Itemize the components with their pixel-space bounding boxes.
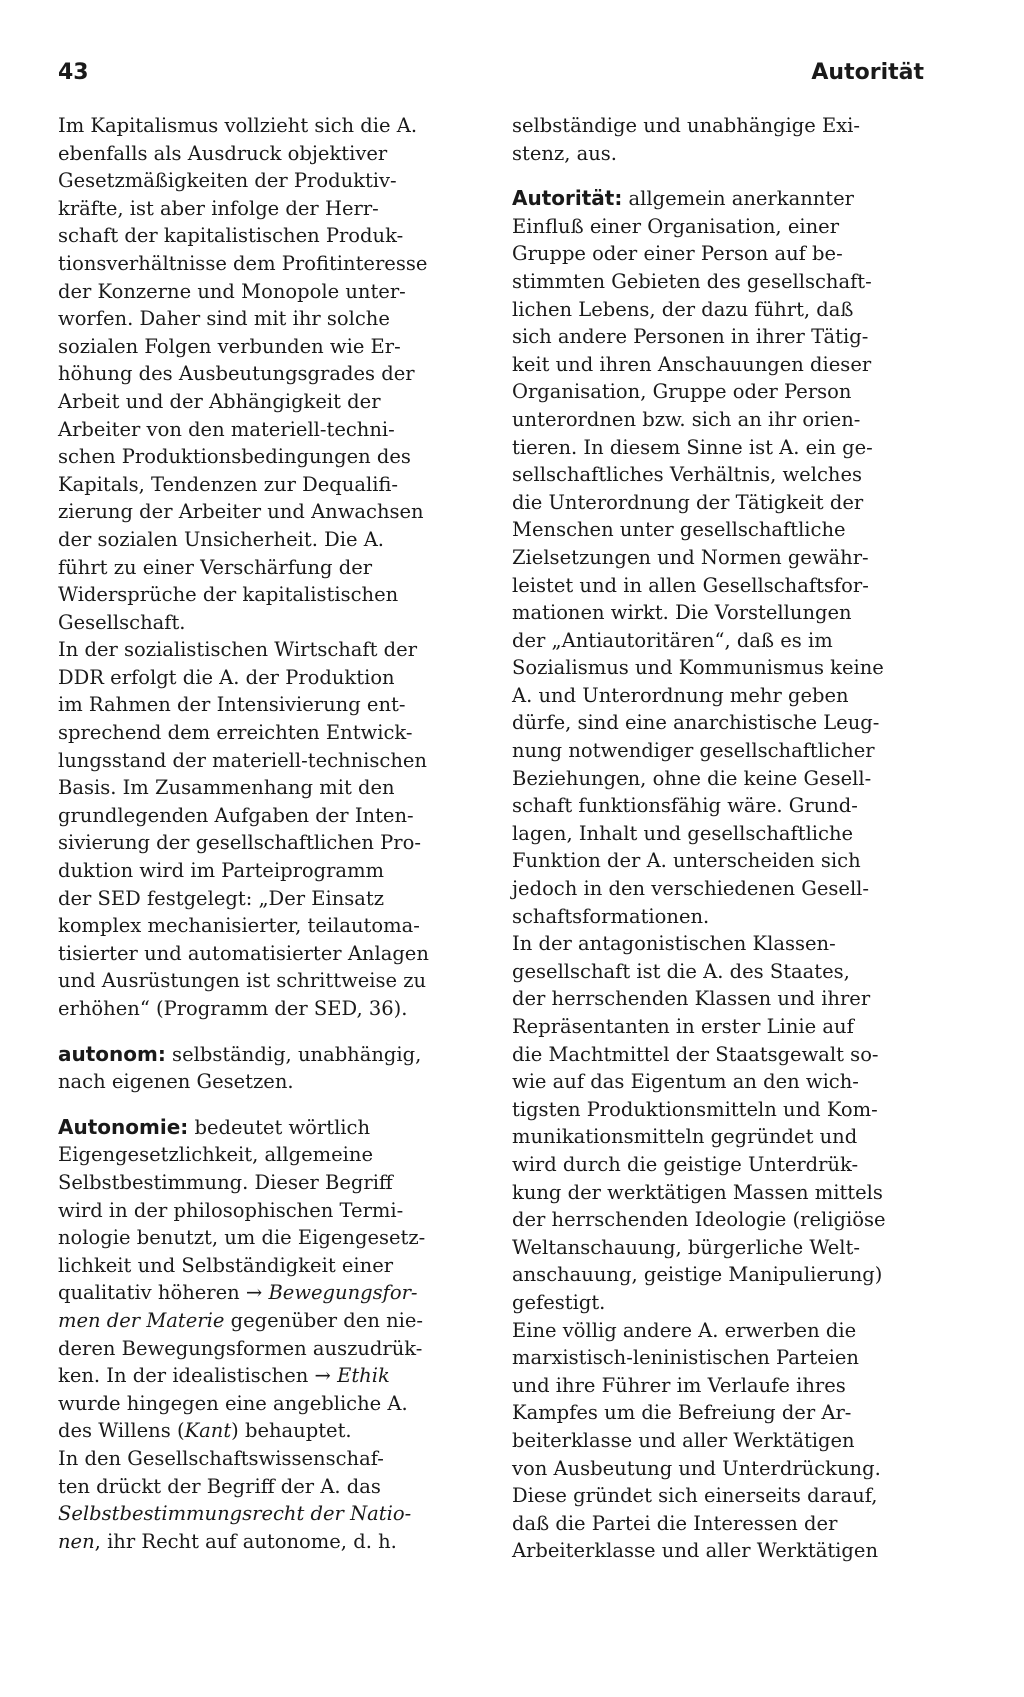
text-line: sellschaftliches Verhältnis, welches (512, 463, 862, 487)
entry-autonom (58, 1041, 468, 1096)
text-line: Eigengesetzlichkeit, allgemeine (58, 1143, 373, 1167)
text-line: die Machtmittel der Staatsgewalt so- (512, 1042, 879, 1066)
text-line: Im Kapitalismus vollzieht sich die A. (58, 114, 418, 137)
text-line: Repräsentanten in erster Linie auf (512, 1015, 854, 1038)
lemma-autonom: autonom: (58, 1041, 166, 1066)
text-line: tieren. In diesem Sinne ist A. ein ge- (512, 435, 873, 459)
text-line: führt zu einer Verschärfung der (58, 555, 373, 579)
text-line: gesellschaft ist die A. des Staates, (512, 959, 850, 983)
text-line: Menschen unter gesellschaftliche (512, 518, 846, 542)
text-line: Weltanschauung, bürgerliche Welt- (512, 1235, 860, 1259)
text-line: der Konzerne und Monopole unter- (58, 279, 406, 303)
text-line: sich andere Personen in ihrer Tätig- (512, 325, 869, 349)
text-line: der herrschenden Klassen und ihrer (512, 987, 871, 1011)
text-line: tigsten Produktionsmitteln und Kom- (512, 1097, 878, 1121)
text-line: Beziehungen, ohne die keine Gesell- (512, 766, 872, 790)
entry-autonomie (58, 1114, 468, 1445)
text-line: bedeutet wörtlich (188, 1115, 371, 1139)
text-line: unterordnen bzw. sich an ihr orien- (512, 407, 861, 431)
text-line: höhung des Ausbeutungsgrades der (58, 362, 415, 386)
text-line: duktion wird im Parteiprogramm (58, 859, 385, 883)
lemma-autonomie: Autonomie: (58, 1114, 189, 1139)
text-line: Selbstbestimmung. Dieser Begriff (58, 1170, 393, 1194)
text-line: lagen, Inhalt und gesellschaftliche (512, 821, 854, 845)
text-line: Funktion der A. unterscheiden sich (512, 849, 861, 873)
text-line: Organisation, Gruppe oder Person (512, 380, 852, 404)
text-line: In der antagonistischen Klassen- (512, 932, 836, 956)
text-line: Gesellschaft. (58, 610, 186, 634)
text-line: der herrschenden Ideologie (religiöse (512, 1208, 886, 1232)
text-line: Gesetzmäßigkeiten der Produktiv- (58, 169, 397, 193)
text-line: beiterklasse und aller Werktätigen (512, 1428, 855, 1452)
text-line: Arbeit und der Abhängigkeit der (58, 389, 381, 413)
text-line: ken. In der idealistischen → (58, 1364, 338, 1388)
text-line: grundlegenden Aufgaben der Inten- (58, 803, 414, 827)
text-line: Sozialismus und Kommunismus keine (512, 656, 884, 680)
text-line: der „Antiautoritären“, daß es im (512, 628, 833, 652)
text-line: wie auf das Eigentum an den wich- (512, 1070, 859, 1094)
right-column (512, 112, 922, 1565)
text-line: allgemein anerkannter (622, 187, 855, 211)
text-line: Einfluß einer Organisation, einer (512, 214, 840, 238)
text-line: Eine völlig andere A. erwerben die (512, 1318, 857, 1342)
text-line: mationen wirkt. Die Vorstellungen (512, 601, 852, 625)
text-line: tisierter und automatisierter Anlagen (58, 941, 429, 965)
text-line: erhöhen“ (Programm der SED, 36). (58, 997, 408, 1020)
text-line: lungsstand der materiell-technischen (58, 748, 427, 772)
text-line: der sozialen Unsicherheit. Die A. (58, 527, 384, 551)
text-line: von Ausbeutung und Unterdrückung. (512, 1456, 881, 1480)
text-line: schaft funktionsfähig wäre. Grund- (512, 794, 858, 818)
text-line: Gruppe oder einer Person auf be- (512, 242, 843, 266)
text-line: wird durch die geistige Unterdrük- (512, 1152, 859, 1176)
text-line: Basis. Im Zusammenhang mit den (58, 776, 395, 800)
text-line: schaftsformationen. (512, 904, 710, 928)
text-line: keit und ihren Anschauungen dieser (512, 352, 872, 376)
text-line: Zielsetzungen und Normen gewähr- (512, 545, 869, 569)
text-line: des Willens ( (58, 1419, 185, 1443)
text-line: leistet und in allen Gesellschaftsfor- (512, 573, 869, 597)
text-line: anschauung, geistige Manipulierung) (512, 1263, 883, 1287)
text-line: gegenüber den nie- (224, 1308, 424, 1332)
text-line: stimmten Gebieten des gesellschaft- (512, 269, 872, 293)
paragraph-antagonistisch (512, 930, 922, 1316)
text-line: Widersprüche der kapitalistischen (58, 583, 399, 607)
left-column (58, 112, 468, 1555)
text-line: Arbeiter von den materiell-techni- (58, 417, 395, 441)
running-head: Autorität (811, 60, 924, 85)
text-line: kung der werktätigen Massen mittels (512, 1180, 883, 1204)
text-line: A. und Unterordnung mehr geben (512, 683, 849, 707)
text-line: sprechend dem erreichten Entwick- (58, 721, 413, 745)
text-line: und Ausrüstungen ist schrittweise zu (58, 969, 427, 993)
paragraph-continuation (512, 112, 922, 167)
paragraph-sozialismus (58, 636, 468, 1022)
text-line: wird in der philosophischen Termi- (58, 1198, 404, 1222)
text-line: ten drückt der Begriff der A. das (58, 1474, 381, 1498)
text-line: nach eigenen Gesetzen. (58, 1070, 294, 1094)
paragraph-marxistisch (512, 1317, 922, 1565)
entry-autoritaet (512, 185, 922, 930)
text-line: nung notwendiger gesellschaftlicher (512, 739, 875, 763)
cross-reference: Ethik (337, 1364, 390, 1388)
paragraph-gesellschaftswissenschaften (58, 1445, 468, 1555)
paragraph-kapitalismus (58, 112, 468, 636)
italic-term: Selbstbestimmungsrecht der Natio- (58, 1502, 412, 1526)
text-line: gefestigt. (512, 1290, 606, 1314)
text-line: lichkeit und Selbständigkeit einer (58, 1253, 394, 1277)
text-line: kräfte, ist aber infolge der Herr- (58, 196, 379, 220)
text-line: ) behauptet. (231, 1419, 352, 1443)
italic-term: nen (58, 1529, 95, 1553)
text-line: komplex mechanisierter, teilautoma- (58, 914, 420, 938)
text-line: im Rahmen der Intensivierung ent- (58, 693, 406, 717)
text-line: wurde hingegen eine angebliche A. (58, 1391, 408, 1415)
text-line: , ihr Recht auf autonome, d. h. (94, 1529, 397, 1553)
lemma-autoritaet: Autorität: (512, 186, 623, 211)
text-line: deren Bewegungsformen auszudrük- (58, 1336, 423, 1360)
text-line: DDR erfolgt die A. der Produktion (58, 665, 395, 689)
text-line: selbständige und unabhängige Exi- (512, 114, 861, 137)
cross-reference: Bewegungsfor- (268, 1281, 418, 1305)
text-line: die Unterordnung der Tätigkeit der (512, 490, 864, 514)
text-line: dürfe, sind eine anarchistische Leug- (512, 711, 880, 735)
text-line: Kapitals, Tendenzen zur Dequalifi- (58, 472, 399, 496)
cross-reference: men der Materie (58, 1308, 225, 1332)
text-line: Arbeiterklasse und aller Werktätigen (512, 1539, 878, 1563)
text-line: worfen. Daher sind mit ihr solche (58, 307, 390, 331)
text-line: schen Produktionsbedingungen des (58, 445, 411, 469)
text-line: sivierung der gesellschaftlichen Pro- (58, 831, 421, 855)
text-line: tionsverhältnisse dem Profitinteresse (58, 251, 428, 275)
text-line: In der sozialistischen Wirtschaft der (58, 638, 418, 662)
text-line: munikationsmitteln gegründet und (512, 1125, 858, 1149)
text-line: Diese gründet sich einerseits darauf, (512, 1484, 878, 1508)
text-line: lichen Lebens, der dazu führt, daß (512, 297, 854, 321)
text-line: marxistisch-leninistischen Parteien (512, 1346, 859, 1370)
text-line: In den Gesellschaftswissenschaf- (58, 1446, 384, 1470)
text-line: zierung der Arbeiter und Anwachsen (58, 500, 424, 524)
text-line: stenz, aus. (512, 141, 618, 165)
text-line: nologie benutzt, um die Eigengesetz- (58, 1226, 426, 1250)
text-line: und ihre Führer im Verlaufe ihres (512, 1373, 846, 1397)
text-line: sozialen Folgen verbunden wie Er- (58, 334, 401, 358)
person-name: Kant (184, 1419, 232, 1443)
text-line: ebenfalls als Ausdruck objektiver (58, 141, 388, 165)
text-line: der SED festgelegt: „Der Einsatz (58, 886, 385, 910)
text-line: schaft der kapitalistischen Produk- (58, 224, 404, 248)
text-line: qualitativ höheren → (58, 1281, 269, 1305)
text-line: Kampfes um die Befreiung der Ar- (512, 1401, 852, 1425)
text-line: jedoch in den verschiedenen Gesell- (512, 877, 870, 901)
page-number: 43 (58, 60, 89, 85)
text-line: daß die Partei die Interessen der (512, 1511, 838, 1535)
text-line: selbständig, unabhängig, (165, 1042, 422, 1066)
